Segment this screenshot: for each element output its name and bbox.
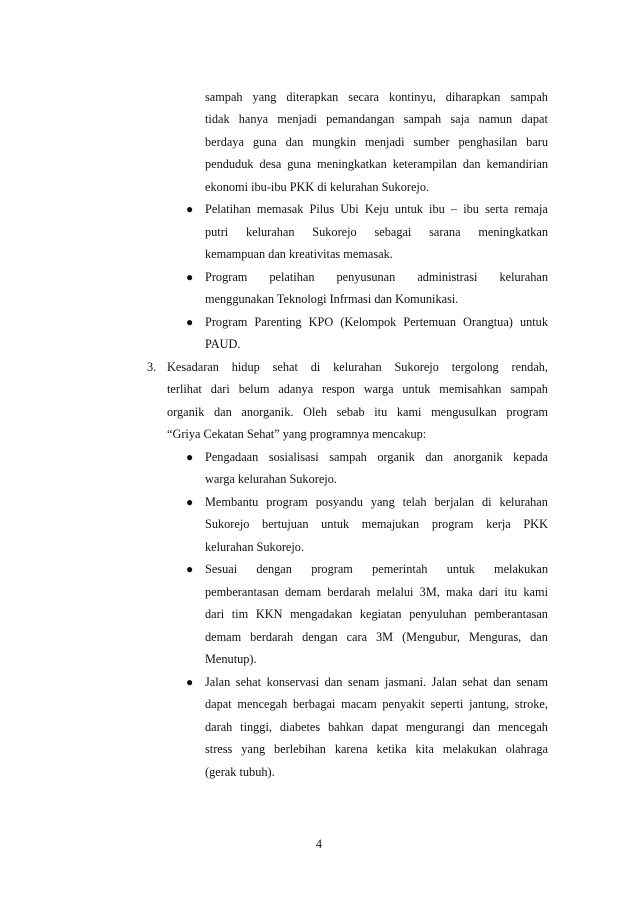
numbered-item-line: Kesadaran hidup sehat di kelurahan Sukorejo tergolong rendah, [167, 360, 548, 374]
bullet-item-line: PAUD. [205, 337, 241, 351]
paragraph-line: penduduk desa guna meningkatkan keterampilan dan kemandirian [205, 157, 548, 171]
paragraph-line: berdaya guna dan mungkin menjadi sumber penghasilan baru [205, 135, 548, 149]
bullet-icon: ● [186, 450, 194, 464]
bullet-icon: ● [186, 675, 194, 689]
bullet-item-line: demam berdarah dengan cara 3M (Mengubur, Menguras, dan [205, 630, 548, 644]
bullet-item-line: Sukorejo bertujuan untuk memajukan program kerja PKK [205, 517, 548, 531]
bullet-item-line: Pelatihan memasak Pilus Ubi Keju untuk ibu – ibu serta remaja [205, 202, 548, 216]
bullet-item-line: putri kelurahan Sukorejo sebagai sarana meningkatkan [205, 225, 548, 239]
bullet-item-line: warga kelurahan Sukorejo. [205, 472, 337, 486]
list-number: 3. [147, 360, 157, 374]
bullet-icon: ● [186, 270, 194, 284]
numbered-item-line: “Griya Cekatan Sehat” yang programnya mencakup: [167, 427, 427, 441]
paragraph-line: sampah yang diterapkan secara kontinyu, diharapkan sampah [205, 90, 548, 104]
bullet-item-line: Sesuai dengan program pemerintah untuk melakukan [205, 562, 548, 576]
bullet-item-line: dapat mencegah berbagai macam penyakit seperti jantung, stroke, [205, 697, 548, 711]
bullet-item-line: darah tinggi, diabetes bahkan dapat mengurangi dan mencegah [205, 720, 548, 734]
bullet-item-line: Program Parenting KPO (Kelompok Pertemuan Orangtua) untuk [205, 315, 548, 329]
numbered-item-line: organik dan anorganik. Oleh sebab itu kami mengusulkan program [167, 405, 548, 419]
bullet-item-line: pemberantasan demam berdarah melalui 3M, maka dari itu kami [205, 585, 548, 599]
bullet-item-line: Program pelatihan penyusunan administrasi kelurahan [205, 270, 548, 284]
paragraph-line: ekonomi ibu-ibu PKK di kelurahan Sukorejo. [205, 180, 430, 194]
bullet-item-line: kemampuan dan kreativitas memasak. [205, 247, 393, 261]
bullet-item-line: (gerak tubuh). [205, 765, 275, 779]
bullet-item-line: Membantu program posyandu yang telah berjalan di kelurahan [205, 495, 548, 509]
bullet-item-line: Pengadaan sosialisasi sampah organik dan anorganik kepada [205, 450, 548, 464]
bullet-icon: ● [186, 202, 194, 216]
page-number: 4 [315, 837, 323, 851]
bullet-item-line: Menutup). [205, 652, 257, 666]
bullet-item-line: stress yang berlebihan karena ketika kita melakukan olahraga [205, 742, 548, 756]
bullet-item-line: kelurahan Sukorejo. [205, 540, 305, 554]
bullet-item-line: Jalan sehat konservasi dan senam jasmani. Jalan sehat dan senam [205, 675, 548, 689]
bullet-icon: ● [186, 315, 194, 329]
numbered-item-line: terlihat dari belum adanya respon warga untuk memisahkan sampah [167, 382, 548, 396]
bullet-item-line: menggunakan Teknologi Infrmasi dan Komunikasi. [205, 292, 459, 306]
bullet-item-line: dari tim KKN mengadakan kegiatan penyuluhan pemberantasan [205, 607, 548, 621]
bullet-icon: ● [186, 495, 194, 509]
paragraph-line: tidak hanya menjadi pemandangan sampah saja namun dapat [205, 112, 548, 126]
bullet-icon: ● [186, 562, 194, 576]
